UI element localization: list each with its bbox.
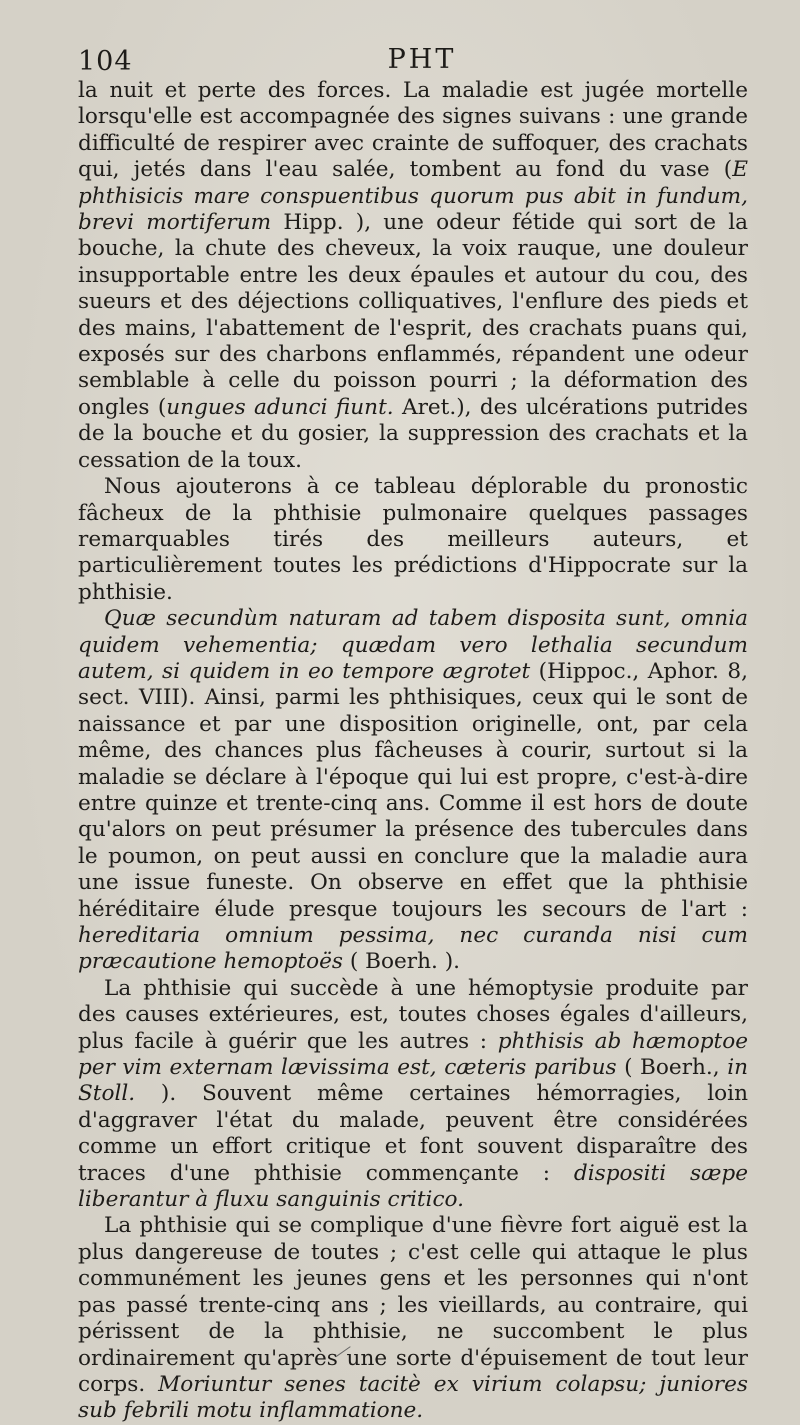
text-segment: (Hippoc., Aphor. 8, sect. VIII). Ainsi, parmi les phthisiques, ceux qui le sont de naissance et par une disposition originelle, ont, par cela même, des chances plus fâcheuses à courir, surtout si la maladie se déclare à l'époque qui lui est propre, c'est-à-dire entre quinze et trente-cinq ans. Comme il est hors de doute qu'alors on peut présumer la présence des tubercules dans le poumon, on peut aussi en conclure que la maladie aura une issue funeste. On observe en effet que la phthisie héréditaire élude presque toujours les secours de l'art : bbox=[78, 658, 748, 922]
latin-quotation: Moriuntur senes tacitè ex virium colapsu; juniores sub febrili motu inflammatione. bbox=[78, 1371, 748, 1424]
latin-quotation: in Stoll. bbox=[78, 1055, 749, 1107]
latin-quotation: Quæ secundùm naturam ad tabem disposita sunt, omnia quidem vehementia; quædam vero lethalia secundum autem, si quidem in eo tempore ægrotet bbox=[78, 606, 748, 684]
page-header bbox=[78, 40, 748, 80]
paragraph bbox=[78, 78, 748, 474]
page-number: 104 bbox=[78, 46, 133, 77]
paragraph bbox=[78, 474, 748, 606]
text-segment: ( Boerh. ). bbox=[342, 949, 461, 975]
latin-quotation: hereditaria omnium pessima, nec curanda nisi cum præcautione hemoptoës bbox=[78, 923, 748, 975]
paragraph bbox=[78, 976, 748, 1214]
text-segment: la nuit et perte des forces. La maladie est jugée mortelle lorsqu'elle est accompagnée des signes suivans : une grande difficulté de respirer avec crainte de suffoquer, des crachats qui, jetés dans l'eau salée, tombent au fond du vase ( bbox=[78, 78, 748, 183]
running-head: PHT bbox=[387, 44, 457, 75]
latin-quotation: ungues adunci fiunt. bbox=[166, 394, 394, 420]
text-segment: Hipp. ), une odeur fétide qui sort de la bouche, la chute des cheveux, la voix rauque, une douleur insupportable entre les deux épaules et autour du cou, des sueurs et des déjections colliquatives, l'enflure des pieds et des mains, l'abattement de l'esprit, des crachats puans qui, exposés sur des charbons enflammés, répandent une odeur semblable à celle du poisson pourri ; la déformation des ongles ( bbox=[78, 210, 748, 420]
latin-quotation: E phthisicis mare conspuentibus quorum pus abit in fundum, brevi mortiferum bbox=[78, 157, 748, 236]
text-segment: La phthisie qui succède à une hémoptysie produite par des causes extérieures, est, toutes choses égales d'ailleurs, plus facile à guérir que les autres : bbox=[78, 975, 748, 1054]
text-segment: La phthisie qui se complique d'une fièvre fort aiguë est la plus dangereuse de toutes ; c'est celle qui attaque le plus communément les jeunes gens et les personnes qui n'ont pas passé trente-cinq ans ; les vieillards, au contraire, qui périssent de la phthisie, ne succombent le plus ordinairement qu'après une sorte d'épuisement de tout leur corps. bbox=[78, 1213, 748, 1397]
paragraph bbox=[78, 606, 748, 976]
text-segment: ). Souvent même certaines hémorragies, loin d'aggraver l'état du malade, peuvent être considérées comme un effort critique et font souvent disparaître des traces d'une phthisie commençante : bbox=[78, 1081, 748, 1186]
text-segment: ( Boerh., bbox=[616, 1055, 728, 1081]
paragraph bbox=[78, 1213, 748, 1424]
body-text bbox=[78, 78, 748, 1425]
latin-quotation: dispositi sæpe liberantur à fluxu sanguinis critico. bbox=[78, 1160, 748, 1213]
text-segment: Aret.), des ulcérations putrides de la bouche et du gosier, la suppression des crachats et la cessation de la toux. bbox=[78, 394, 748, 473]
latin-quotation: phthisis ab hæmoptoe per vim externam lævissima est, cæteris paribus bbox=[78, 1028, 748, 1081]
text-segment: Nous ajouterons à ce tableau déplorable du pronostic fâcheux de la phthisie pulmonaire quelques passages remarquables tirés des meilleurs auteurs, et particulièrement toutes les prédictions d'Hippocrate sur la phthisie. bbox=[78, 474, 748, 605]
